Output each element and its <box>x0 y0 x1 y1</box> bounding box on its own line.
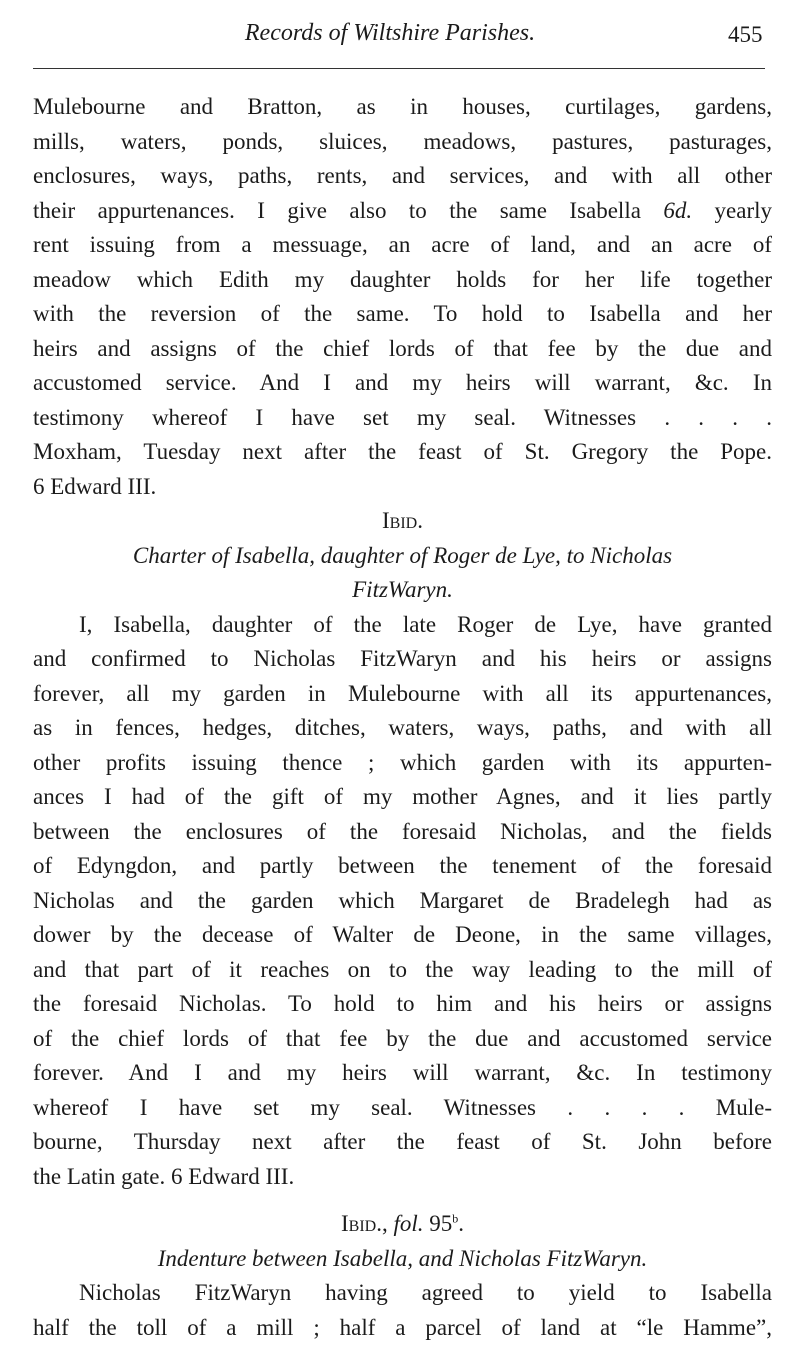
text-run: between the enclosures of the foresaid Nicholas, and the fields <box>33 818 772 844</box>
text-line <box>33 435 772 470</box>
section-heading <box>33 1207 772 1242</box>
text-run: enclosures, ways, paths, rents, and services, and with all other <box>33 163 772 188</box>
text-line <box>33 677 772 712</box>
text-line <box>33 746 772 781</box>
text-line <box>33 539 772 574</box>
text-line <box>33 470 772 505</box>
text-line <box>33 1311 772 1346</box>
text-run: 6 Edward III. <box>33 473 157 499</box>
text-line <box>33 1276 772 1311</box>
text-run: yearly <box>692 197 772 223</box>
text-line <box>33 953 772 988</box>
text-run: mills, waters, ponds, sluices, meadows, pastures, pasturages, <box>33 128 772 154</box>
text-line <box>33 401 772 436</box>
text-run: I, Isabella, daughter of the late Roger de Lye, have granted <box>79 611 772 637</box>
text-run: the Latin gate. 6 Edward III. <box>33 1163 295 1189</box>
text-run: with the reversion of the same. To hold to Isabella and her <box>33 301 772 326</box>
text-line <box>33 1022 772 1057</box>
text-line <box>33 1125 772 1160</box>
text-line <box>33 194 772 229</box>
text-line <box>33 159 772 194</box>
text-run: Indenture between Isabella, and Nicholas FitzWaryn. <box>157 1245 648 1271</box>
text-run: the foresaid Nicholas. To hold to him and his heirs or assigns <box>33 991 772 1016</box>
text-run: accustomed service. And I and my heirs will warrant, &c. In <box>33 370 772 395</box>
paragraph <box>33 90 772 504</box>
text-line <box>33 573 772 608</box>
text-run: of Edyngdon, and partly between the tenement of the foresaid <box>33 853 772 878</box>
page-number: 455 <box>728 22 763 47</box>
text-run: Nicholas FitzWaryn having agreed to yield to Isabella <box>79 1280 772 1305</box>
text-line <box>33 849 772 884</box>
section-heading <box>33 1242 772 1277</box>
text-run: Charter of Isabella, daughter of Roger de Lye, to Nicholas <box>132 542 673 568</box>
text-run: forever. And I and my heirs will warrant, &c. In testimony <box>33 1060 772 1085</box>
text-run: of the chief lords of that fee by the due and accustomed service <box>33 1025 772 1051</box>
text-line <box>33 1160 772 1195</box>
text-run: dower by the decease of Walter de Deone, in the same villages, <box>33 922 772 947</box>
text-run: forever, all my garden in Mulebourne with all its appurtenances, <box>33 680 772 706</box>
section-heading <box>33 539 772 608</box>
text-line <box>33 125 772 160</box>
section-heading <box>33 504 772 539</box>
text-run: Ibid., <box>341 1211 388 1236</box>
text-run: their appurtenances. I give also to the same Isabella <box>33 197 664 223</box>
text-run: other profits issuing thence ; which garden with its appurten- <box>33 749 772 775</box>
text-line <box>33 815 772 850</box>
text-run: Mulebourne and Bratton, as in houses, curtilages, gardens, <box>33 94 772 119</box>
text-run: 95 <box>423 1211 453 1236</box>
text-line <box>33 504 772 539</box>
text-line <box>33 366 772 401</box>
text-line <box>33 263 772 298</box>
text-line <box>33 711 772 746</box>
text-run: half the toll of a mill ; half a parcel of land at “le Hamme”, <box>33 1314 772 1340</box>
text-line <box>33 780 772 815</box>
running-title: Records of Wiltshire Parishes. <box>244 20 536 46</box>
text-run: bourne, Thursday next after the feast of St. John before <box>33 1129 772 1154</box>
text-run: meadow which Edith my daughter holds for her life together <box>33 266 772 292</box>
page-body <box>33 90 772 1345</box>
text-line <box>33 1207 772 1242</box>
text-run: FitzWaryn. <box>352 577 453 602</box>
text-line <box>33 228 772 263</box>
text-run: rent issuing from a messuage, an acre of land, and an acre of <box>33 232 772 257</box>
text-line <box>33 918 772 953</box>
text-line <box>33 642 772 677</box>
text-run: whereof I have set my seal. Witnesses . . . . Mule- <box>33 1094 772 1120</box>
text-line <box>33 608 772 643</box>
text-line <box>33 884 772 919</box>
text-line <box>33 90 772 125</box>
text-run: Nicholas and the garden which Margaret de Bradelegh had as <box>33 887 772 913</box>
superscript: b <box>452 1211 459 1226</box>
text-run: and confirmed to Nicholas FitzWaryn and his heirs or assigns <box>33 646 772 671</box>
text-run: heirs and assigns of the chief lords of that fee by the due and <box>33 335 772 361</box>
text-run: fol. <box>393 1211 424 1236</box>
text-run: ances I had of the gift of my mother Agnes, and it lies partly <box>33 784 772 809</box>
text-line <box>33 987 772 1022</box>
text-run: Ibid. <box>382 508 423 533</box>
paragraph <box>33 608 772 1195</box>
text-line <box>33 297 772 332</box>
text-run: and that part of it reaches on to the way leading to the mill of <box>33 956 772 982</box>
text-run: as in fences, hedges, ditches, waters, ways, paths, and with all <box>33 715 772 740</box>
text-run: . <box>458 1211 464 1236</box>
text-run: 6d. <box>663 197 693 223</box>
header-rule <box>33 68 765 69</box>
text-line <box>33 1056 772 1091</box>
text-run: testimony whereof I have set my seal. Witnesses . . . . <box>33 404 772 430</box>
text-line <box>33 1242 772 1277</box>
text-run: Moxham, Tuesday next after the feast of St. Gregory the Pope. <box>33 439 772 464</box>
text-line <box>33 1091 772 1126</box>
text-line <box>33 332 772 367</box>
paragraph <box>33 1276 772 1345</box>
